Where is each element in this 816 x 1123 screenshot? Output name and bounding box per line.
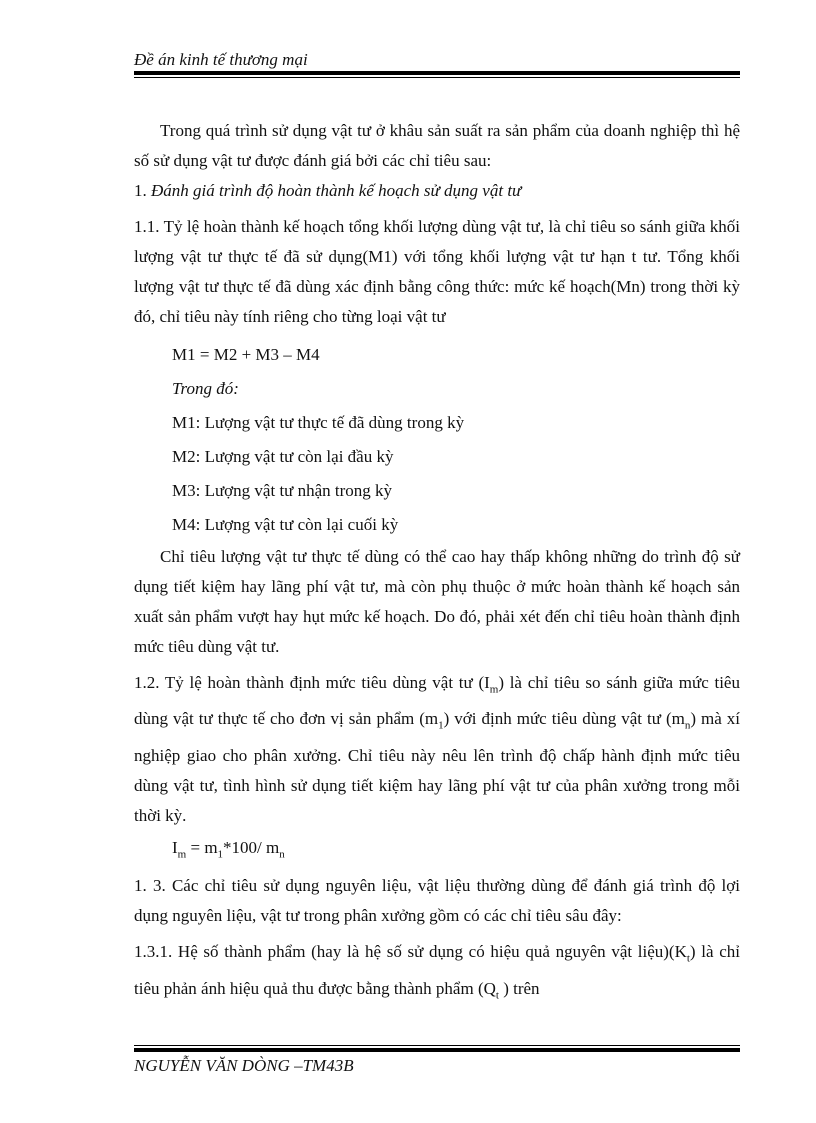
paragraph-2: Chỉ tiêu lượng vật tư thực tế dùng có thể cao hay thấp không những do trình độ sử dụng tiết kiệm hay lãng phí vật tư, mà còn phụ thuộc ở mức hoàn thành kế hoạch sản xuất sản phẩm vượt hay hụt mức kế hoạch. Do đó, phải xét đến chỉ tiêu hoàn thành định mức tiêu dùng vật tư. xyxy=(134,547,740,656)
section-1-3: 1. 3. Các chỉ tiêu sử dụng nguyên liệu, vật liệu thường dùng để đánh giá trình độ lợi dụng nguyên liệu, vật tư trong phân xưởng gồm có các chỉ tiêu sâu đây: xyxy=(134,876,740,926)
page-content xyxy=(134,116,740,1010)
header-rule-thin xyxy=(134,77,740,78)
section-1-heading: 1. Đánh giá trình độ hoàn thành kế hoạch sử dụng vật tư xyxy=(134,181,522,200)
footer-rule xyxy=(134,1048,740,1052)
def-m4: M4: Lượng vật tư còn lại cuối kỳ xyxy=(172,515,399,534)
header-title: Đề án kinh tế thương mại xyxy=(134,50,308,69)
intro-paragraph: Trong quá trình sử dụng vật tư ở khâu sản suất ra sản phẩm của doanh nghiệp thì hệ số sử dụng vật tư được đánh giá bởi các chỉ tiêu sau: xyxy=(134,121,740,170)
def-m1: M1: Lượng vật tư thực tế đã dùng trong kỳ xyxy=(172,413,465,432)
formula-m1: M1 = M2 + M3 – M4 xyxy=(172,345,320,364)
formula-im: $I_m = m_1*100/$ $m_n$ xyxy=(172,837,285,861)
section-1-1: 1.1. Tỷ lệ hoàn thành kế hoạch tổng khối lượng dùng vật tư, là chỉ tiêu so sánh giữa khối lượng vật tư thực tế đã sử dụng(M1) với tổng khối lượng vật tư hạn t tư. Tổng khối lượng vật tư thực tế đã dùng xác định bằng công thức: mức kế hoạch(Mn) trong thời kỳ đó, chỉ tiêu này tính riêng cho từng loại vật tư xyxy=(134,217,740,326)
def-m2: M2: Lượng vật tư còn lại đầu kỳ xyxy=(172,447,394,466)
footer-author: NGUYỄN VĂN DÒNG –TM43B xyxy=(134,1056,354,1075)
section-1-2: 1.2. Tỷ lệ hoàn thành định mức tiêu dùng vật tư $(I_m)$ là chỉ tiêu so sánh giữa mức tiêu dùng vật tư thực tế cho đơn vị sản phẩm $(m_1)$ với định mức tiêu dùng vật tư $(m_n)$ mà xí nghiệp giao cho phân xưởng. Chỉ tiêu này nêu lên trình độ chấp hành định mức tiêu dùng vật tư, tình hình sử dụng tiết kiệm hay lãng phí vật tư của phân xưởng trong mỗi thời kỳ. xyxy=(134,673,740,825)
section-1-3-1: 1.3.1. Hệ số thành phẩm (hay là hệ số sử dụng có hiệu quả nguyên vật $liệu)(K_t)$ là chỉ tiêu phản ánh hiệu quả thu được bằng thành phẩm ($Q_t$ ) trên xyxy=(134,942,740,1001)
footer-rule-thin xyxy=(134,1045,740,1046)
def-m3: M3: Lượng vật tư nhận trong kỳ xyxy=(172,481,393,500)
header-rule xyxy=(134,71,740,75)
where-label: Trong đó: xyxy=(172,379,239,398)
